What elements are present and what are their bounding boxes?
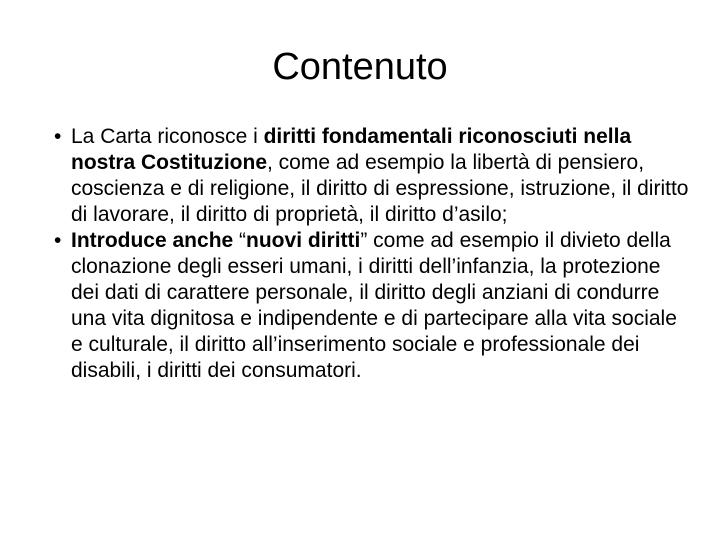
bullet-run: ” come ad esempio il divieto della clonazione degli esseri umani, i diritti dell’infanzia, la protezione dei dati di carattere personale, il diritto degli anziani di condurre una vita dignitosa e indipendente e di partecipare alla vita sociale e culturale, il diritto all’inserimento sociale e professionale dei disabili, i diritti dei consumatori.	[71, 229, 677, 382]
bullet-marker: •	[54, 125, 62, 148]
bullet-item	[54, 124, 694, 228]
bullet-run: , come ad esempio la libertà di pensiero, coscienza e di religione, il diritto di espressione, istruzione, il diritto di lavorare, il diritto di proprietà, il diritto d’asilo;	[71, 151, 689, 226]
bullet-run-bold: Introduce anche	[71, 229, 234, 252]
bullet-item	[54, 228, 694, 384]
slide-title: Contenuto	[272, 46, 448, 88]
bullet-marker: •	[54, 229, 62, 252]
bullet-list	[54, 124, 694, 384]
bullet-run-bold: diritti fondamentali riconosciuti nella nostra Costituzione	[71, 125, 632, 174]
bullet-run: La Carta riconosce i	[71, 125, 264, 148]
bullet-text	[71, 125, 688, 226]
bullet-run-bold: nuovi diritti	[246, 229, 361, 252]
bullet-text	[71, 229, 677, 382]
bullet-run: “	[233, 229, 247, 252]
